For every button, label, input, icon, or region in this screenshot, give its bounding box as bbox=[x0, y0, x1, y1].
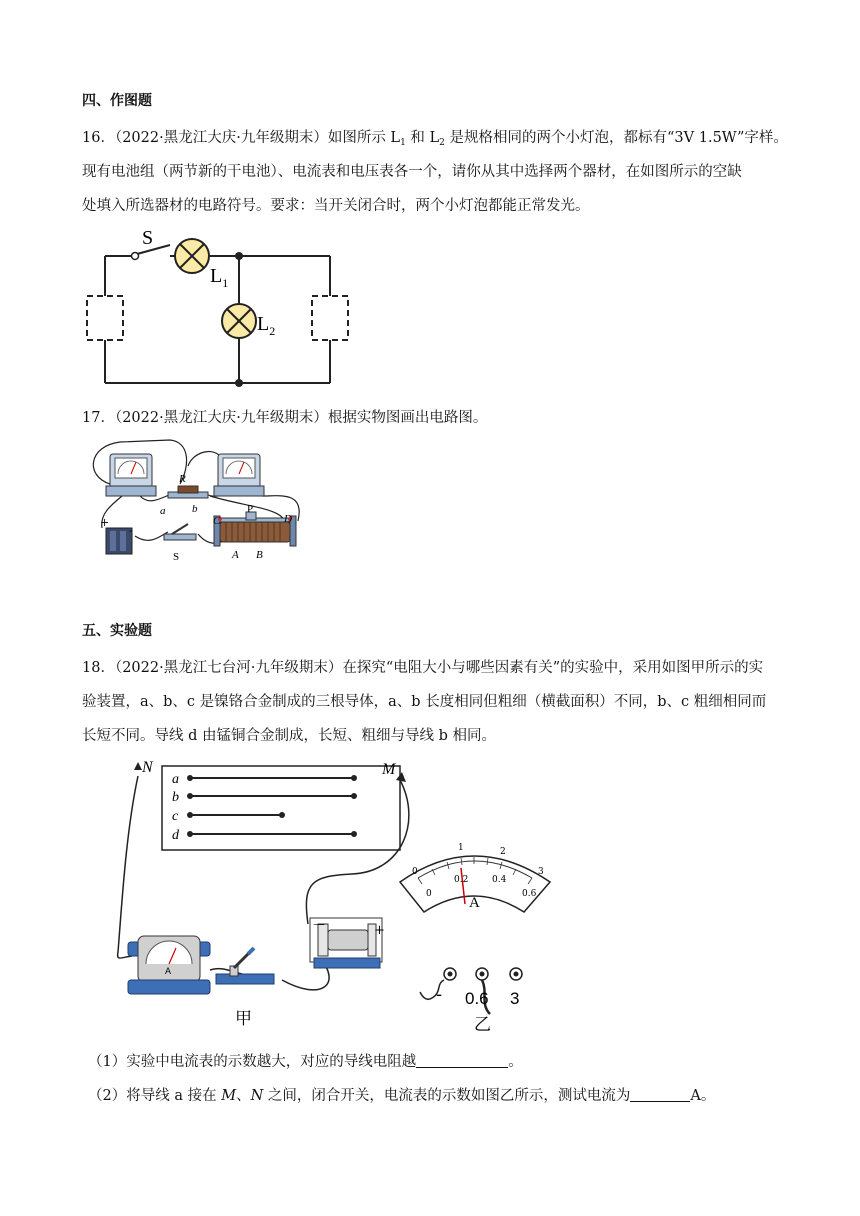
section-heading-drawing: 四、作图题 bbox=[82, 93, 152, 109]
terminal-06: 0.6 bbox=[465, 989, 489, 1008]
q16-text-c: 是规格相同的两个小灯泡，都标有“3V 1.5W”字样。 bbox=[444, 130, 788, 146]
q18-source: （2022·黑龙江七台河·九年级期末） bbox=[114, 660, 343, 676]
junction-top bbox=[235, 252, 243, 260]
battery-minus: － bbox=[312, 918, 326, 934]
knife-switch-icon bbox=[164, 524, 196, 540]
terminal-b-label: b bbox=[192, 503, 198, 515]
terminal-3: 3 bbox=[510, 989, 520, 1008]
q16-sub-2: 2 bbox=[439, 138, 445, 148]
q17-source: （2022·黑龙江大庆·九年级期末） bbox=[114, 410, 328, 426]
q18-line-3: 长短不同。导线 d 由锰铜合金制成，长短、粗细与导线 b 相同。 bbox=[82, 728, 496, 744]
q18-number: 18． bbox=[82, 660, 115, 676]
battery-plus-label: + bbox=[100, 516, 110, 529]
scale-top-0: 0 bbox=[412, 867, 418, 877]
scale-bottom-2: 0.4 bbox=[492, 875, 507, 885]
q18-line-2: 验装置，a、b、c 是镍铬合金制成的三根导体，a、b 长度相同但粗细（横截面积）不同，b、c 粗细相同而 bbox=[82, 694, 767, 710]
scale-top-2: 2 bbox=[500, 847, 506, 857]
answer-blank-2[interactable] bbox=[630, 1087, 690, 1102]
q18-sub-1 bbox=[88, 1050, 523, 1071]
q16-text-a: 如图所示 L bbox=[327, 130, 401, 146]
switch-pivot bbox=[132, 253, 139, 260]
terminal-minus: - bbox=[436, 984, 443, 1005]
scale-top-1: 1 bbox=[458, 843, 464, 853]
answer-blank-1[interactable] bbox=[416, 1053, 508, 1068]
q16-sub-1: 1 bbox=[400, 138, 406, 148]
q16-circuit-diagram bbox=[70, 220, 370, 392]
caption-yi: 乙 bbox=[474, 1015, 491, 1034]
q18-sub2-n: N bbox=[250, 1088, 264, 1104]
q16-number: 16． bbox=[82, 130, 115, 146]
wire-a-label: a bbox=[172, 772, 179, 787]
rheostat-d-label: D bbox=[284, 513, 292, 525]
scale-bottom-3: 0.6 bbox=[522, 889, 537, 899]
q17-text: 根据实物图画出电路图。 bbox=[327, 410, 488, 426]
rheostat-p-label: P bbox=[247, 503, 254, 515]
meter-right-icon bbox=[214, 454, 264, 496]
lead-m-label: M bbox=[382, 761, 396, 778]
rheostat-a-label: A bbox=[232, 549, 239, 561]
lamp-l2-icon bbox=[222, 304, 256, 338]
q16-line-3: 处填入所选器材的电路符号。要求：当开关闭合时，两个小灯泡都能正常发光。 bbox=[82, 198, 590, 214]
switch-s-label: S bbox=[173, 551, 180, 563]
q17-number: 17． bbox=[82, 410, 115, 426]
section-heading-experiment: 五、实验题 bbox=[82, 623, 152, 639]
q18-sub-2 bbox=[88, 1084, 715, 1105]
wire-b-label: b bbox=[172, 790, 179, 805]
junction-bottom bbox=[235, 379, 243, 387]
lamp-l1-label: $L_1$ bbox=[210, 265, 229, 290]
scale-top-3: 3 bbox=[538, 867, 544, 877]
empty-slot-right bbox=[312, 296, 348, 340]
rheostat-b-label: B bbox=[256, 549, 263, 561]
lamp-l1-icon bbox=[175, 239, 209, 273]
q16-source: （2022·黑龙江大庆·九年级期末） bbox=[114, 130, 328, 146]
scale-bottom-1: 0.2 bbox=[454, 875, 469, 885]
q18-sub1-end: 。 bbox=[508, 1054, 523, 1070]
knife-switch-icon-2 bbox=[216, 948, 274, 984]
switch-label: S bbox=[142, 227, 154, 249]
q18-text-1: 在探究“电阻大小与哪些因素有关”的实验中，采用如图甲所示的实 bbox=[342, 660, 764, 676]
dial-letter-a: A bbox=[469, 895, 480, 911]
q18-sub2-text-b: 、 bbox=[236, 1088, 251, 1104]
q17-physical-circuit bbox=[80, 436, 330, 568]
q18-sub2-text-c: 之间，闭合开关，电流表的示数如图乙所示，测试电流为 bbox=[263, 1088, 631, 1104]
q18-sub2-end: A。 bbox=[690, 1088, 716, 1104]
resistor-label: R bbox=[179, 473, 186, 485]
wire-c-label: c bbox=[172, 809, 179, 824]
q16-line-2: 现有电池组（两节新的干电池）、电流表和电压表各一个，请你从其中选择两个器材，在如图所示的空缺 bbox=[82, 164, 742, 180]
q16-text-b: 和 L bbox=[405, 130, 440, 146]
caption-jia: 甲 bbox=[235, 1009, 252, 1029]
q18-line-1 bbox=[82, 656, 763, 677]
battery-plus: + bbox=[374, 923, 385, 938]
ammeter-icon bbox=[128, 936, 210, 994]
q18-sub2-m: M bbox=[221, 1088, 237, 1104]
q18-sub2-text-a: （2）将导线 a 接在 bbox=[88, 1088, 222, 1104]
lamp-l2-label: $L_2$ bbox=[257, 313, 276, 338]
q17-line-1 bbox=[82, 406, 487, 427]
scale-bottom-0: 0 bbox=[426, 889, 432, 899]
terminal-a-label: a bbox=[160, 505, 166, 517]
ammeter-letter-small: A bbox=[165, 966, 172, 976]
battery-minus-label: - bbox=[129, 524, 133, 537]
wire-d-label: d bbox=[172, 828, 179, 843]
resistor-icon bbox=[168, 486, 208, 498]
q16-line-1 bbox=[82, 126, 788, 148]
q18-experiment-figure bbox=[92, 752, 612, 1034]
arrow-n-icon bbox=[134, 762, 142, 770]
lead-n-label: N bbox=[142, 759, 153, 776]
rheostat-c-label: C bbox=[213, 515, 221, 527]
meter-left-icon bbox=[106, 454, 156, 496]
q18-sub1-text: （1）实验中电流表的示数越大，对应的导线电阻越 bbox=[88, 1054, 417, 1070]
empty-slot-left bbox=[87, 296, 123, 340]
